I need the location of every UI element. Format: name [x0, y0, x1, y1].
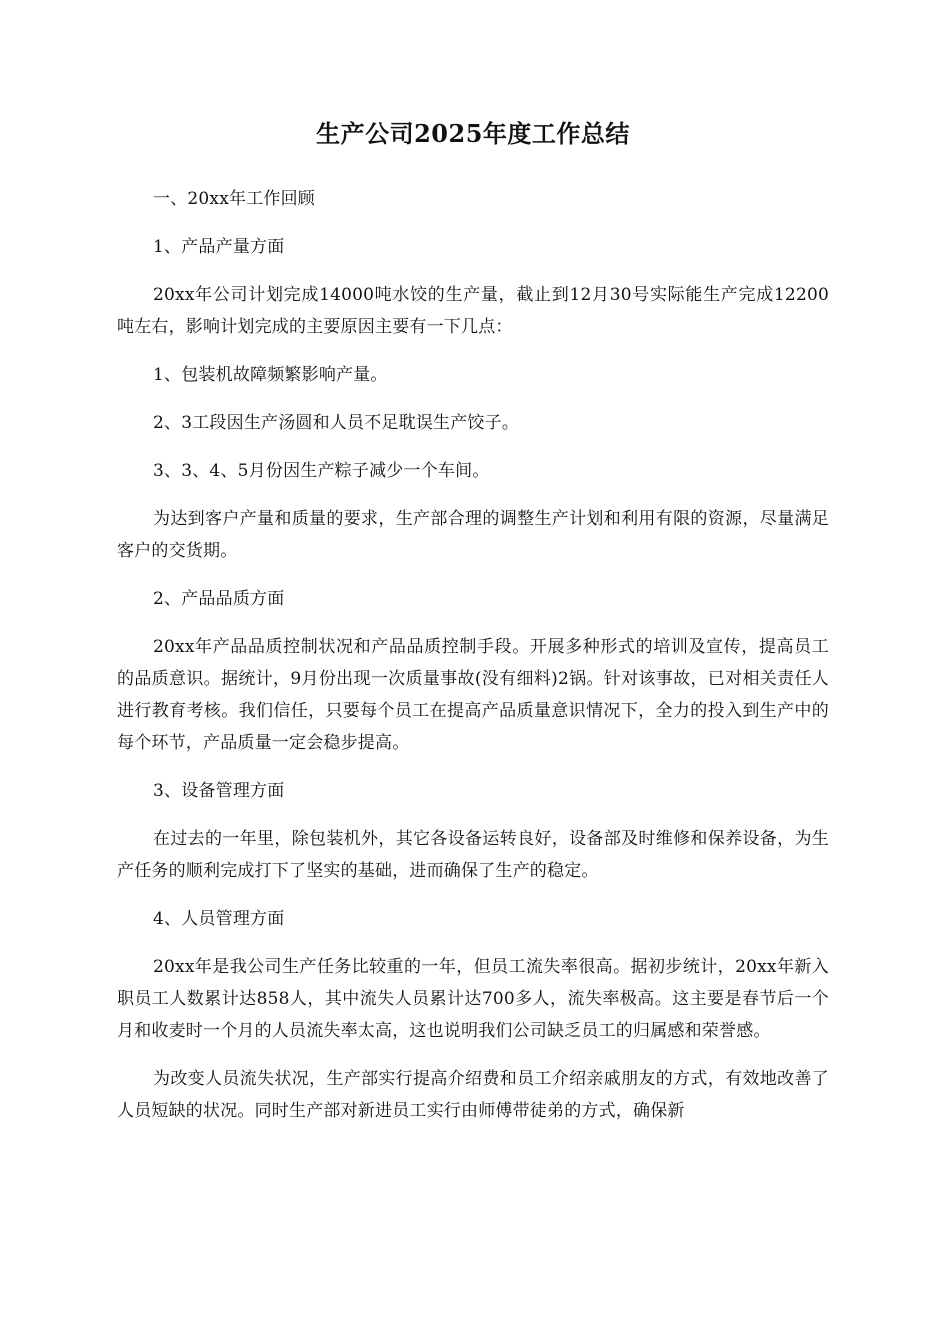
document-title: 生产公司2025年度工作总结	[316, 119, 630, 148]
list-item-packaging-machine: 1、包装机故障频繁影响产量。	[153, 365, 388, 385]
paragraph-personnel-improvement: 为改变人员流失状况，生产部实行提高介绍费和员工介绍亲戚朋友的方式，有效地改善了人员短缺的状况。同时生产部对新进员工实行由师傅带徒弟的方式，确保新	[117, 1069, 829, 1121]
paragraph-output-summary: 20xx年公司计划完成14000吨水饺的生产量，截止到12月30号实际能生产完成12200吨左右，影响计划完成的主要原因主要有一下几点：	[117, 285, 829, 337]
paragraph-customer-requirements: 为达到客户产量和质量的要求，生产部合理的调整生产计划和利用有限的资源，尽量满足客户的交货期。	[117, 509, 829, 561]
subheading-product-quality: 2、产品品质方面	[153, 589, 285, 609]
paragraph-equipment: 在过去的一年里，除包装机外，其它各设备运转良好，设备部及时维修和保养设备，为生产任务的顺利完成打下了坚实的基础，进而确保了生产的稳定。	[117, 829, 829, 881]
list-item-workshop-reduction: 3、3、4、5月份因生产粽子减少一个车间。	[153, 461, 490, 481]
subheading-personnel-management: 4、人员管理方面	[153, 909, 285, 929]
list-item-section-3: 2、3工段因生产汤圆和人员不足耽误生产饺子。	[153, 413, 520, 433]
section-heading-work-review: 一、20xx年工作回顾	[153, 189, 316, 209]
paragraph-personnel-turnover: 20xx年是我公司生产任务比较重的一年，但员工流失率很高。据初步统计，20xx年新入职员工人数累计达858人，其中流失人员累计达700多人，流失率极高。这主要是春节后一个月和收麦时一个月的人员流失率太高，这也说明我们公司缺乏员工的归属感和荣誉感。	[117, 957, 829, 1041]
paragraph-quality-control: 20xx年产品品质控制状况和产品品质控制手段。开展多种形式的培训及宣传，提高员工的品质意识。据统计，9月份出现一次质量事故(没有细料)2锅。针对该事故，已对相关责任人进行教育考核。我们信任，只要每个员工在提高产品质量意识情况下，全力的投入到生产中的每个环节，产品质量一定会稳步提高。	[117, 637, 829, 753]
subheading-equipment-management: 3、设备管理方面	[153, 781, 285, 801]
subheading-production-output: 1、产品产量方面	[153, 237, 285, 257]
document-body	[117, 117, 829, 1143]
